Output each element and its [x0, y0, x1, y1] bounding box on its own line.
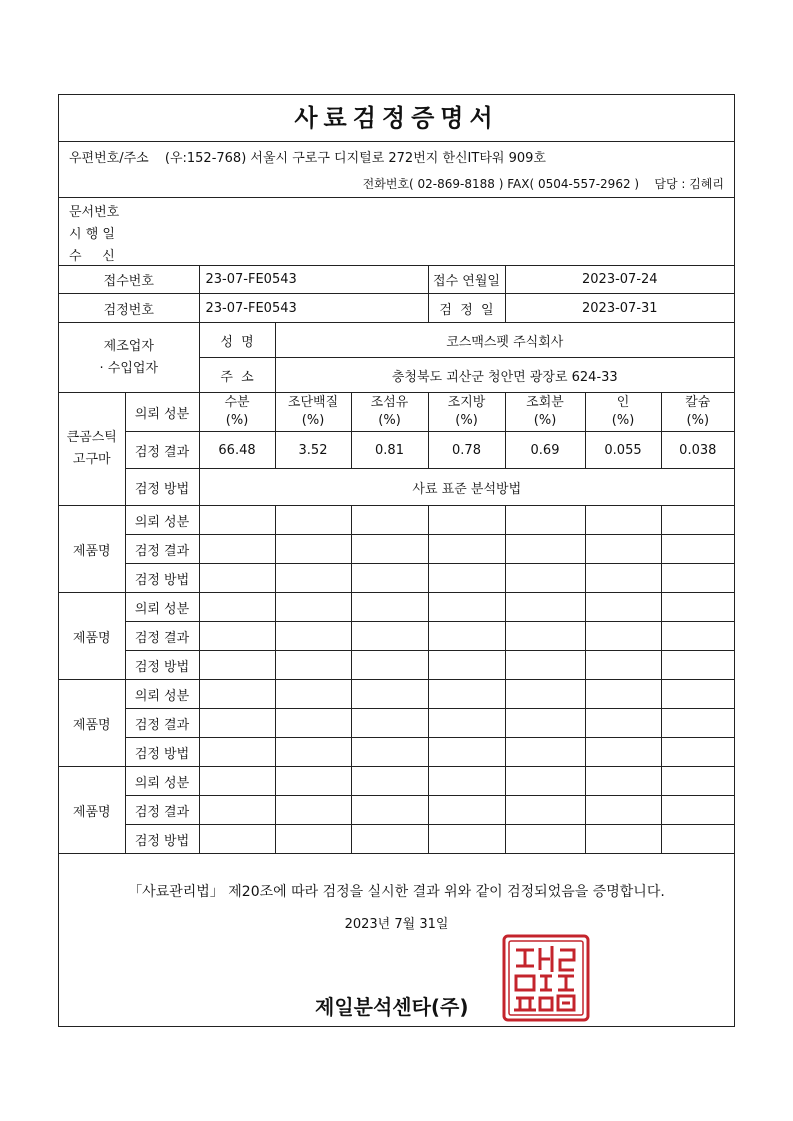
maker-address-label: 주 소: [199, 358, 275, 393]
row-label: 검정 결과: [125, 709, 199, 738]
test-method-label: 검정 방법: [125, 469, 199, 506]
empty-cell: [661, 825, 734, 854]
empty-cell: [661, 564, 734, 593]
address-value: (우:152-768) 서울시 구로구 디지털로 272번지 한신IT타워 909호: [164, 151, 546, 166]
empty-cell: [428, 506, 505, 535]
receipt-date: 2023-07-24: [505, 265, 734, 294]
issue-date-label: 시 행 일: [69, 227, 115, 242]
empty-cell: [661, 622, 734, 651]
contact-person: 담당 : 김혜리: [654, 177, 724, 191]
empty-cell: [428, 593, 505, 622]
component-unit: (%): [686, 413, 710, 428]
empty-cell: [505, 680, 585, 709]
empty-cell: [585, 622, 661, 651]
empty-cell: [199, 593, 275, 622]
empty-cell: [275, 506, 351, 535]
empty-cell: [661, 506, 734, 535]
document-info-block: [59, 197, 734, 266]
company-name: 제일분석센타(주): [315, 995, 469, 1019]
component-value: 0.78: [428, 432, 505, 469]
row-label: 의뢰 성분: [125, 593, 199, 622]
empty-cell: [351, 767, 428, 796]
row-label: 의뢰 성분: [125, 767, 199, 796]
empty-cell: [505, 593, 585, 622]
empty-cell: [351, 564, 428, 593]
row-label: 검정 결과: [125, 622, 199, 651]
empty-cell: [199, 825, 275, 854]
certificate-date: 2023년 7월 31일: [344, 917, 449, 932]
empty-cell: [428, 651, 505, 680]
empty-cell: [275, 622, 351, 651]
doc-number-label: 문서번호: [69, 205, 120, 220]
manufacturer-label-2: · 수입업자: [99, 360, 158, 376]
receipt-number: 23-07-FE0543: [199, 265, 428, 294]
product-name-label: 제품명: [59, 506, 125, 593]
empty-cell: [505, 535, 585, 564]
row-label: 검정 방법: [125, 738, 199, 767]
component-value: 0.055: [585, 432, 661, 469]
test-date-label: 검 정 일: [428, 294, 505, 323]
empty-cell: [199, 738, 275, 767]
empty-cell: [351, 680, 428, 709]
empty-cell: [505, 506, 585, 535]
inspection-table: [59, 265, 734, 854]
component-header: [585, 393, 661, 432]
manufacturer-label-1: 제조업자: [103, 338, 154, 354]
empty-cell: [661, 651, 734, 680]
empty-product-row: [59, 767, 734, 796]
empty-cell: [199, 709, 275, 738]
empty-cell: [275, 564, 351, 593]
component-name: 수분: [224, 395, 250, 410]
component-unit: (%): [455, 413, 478, 428]
empty-cell: [585, 709, 661, 738]
component-name: 칼슘: [685, 395, 711, 410]
empty-cell: [428, 709, 505, 738]
empty-product-row: [59, 622, 734, 651]
empty-cell: [428, 622, 505, 651]
empty-cell: [661, 796, 734, 825]
row-label: 의뢰 성분: [125, 680, 199, 709]
row-label: 검정 결과: [125, 535, 199, 564]
certification-statement: 「사료관리법」 제20조에 따라 검정을 실시한 결과 위와 같이 검정되었음을 증명합니다.: [128, 884, 665, 900]
empty-cell: [351, 506, 428, 535]
manufacturer-label: [59, 323, 199, 393]
component-name: 조회분: [526, 395, 564, 410]
component-header: [351, 393, 428, 432]
row-label: 검정 방법: [125, 825, 199, 854]
component-unit: (%): [225, 413, 249, 428]
empty-cell: [275, 825, 351, 854]
product-name-label: 제품명: [59, 593, 125, 680]
component-name: 조지방: [447, 395, 486, 410]
empty-cell: [199, 767, 275, 796]
row-label: 검정 방법: [125, 651, 199, 680]
test-number-label: 검정번호: [59, 294, 199, 323]
empty-cell: [428, 680, 505, 709]
empty-cell: [275, 796, 351, 825]
empty-cell: [275, 709, 351, 738]
empty-cell: [585, 564, 661, 593]
empty-cell: [351, 825, 428, 854]
empty-product-row: [59, 796, 734, 825]
empty-cell: [351, 651, 428, 680]
empty-cell: [199, 564, 275, 593]
component-header: [199, 393, 275, 432]
empty-cell: [585, 535, 661, 564]
row-label: 의뢰 성분: [125, 506, 199, 535]
empty-cell: [661, 709, 734, 738]
product-name-line-1: 큰곰스틱: [66, 430, 117, 445]
maker-name: 코스맥스펫 주식회사: [275, 323, 734, 358]
empty-cell: [428, 564, 505, 593]
component-unit: (%): [611, 413, 635, 428]
component-name: 조섬유: [370, 395, 409, 410]
component-header: [505, 393, 585, 432]
empty-cell: [505, 825, 585, 854]
product-name-label: 제품명: [59, 767, 125, 854]
address-block: [59, 141, 734, 198]
empty-cell: [199, 506, 275, 535]
empty-cell: [428, 825, 505, 854]
empty-product-row: [59, 709, 734, 738]
receipt-number-label: 접수번호: [59, 265, 199, 294]
component-value: 66.48: [199, 432, 275, 469]
empty-product-row: [59, 506, 734, 535]
component-value: 0.81: [351, 432, 428, 469]
address-label: 우편번호/주소: [69, 151, 149, 166]
empty-cell: [351, 593, 428, 622]
empty-cell: [428, 535, 505, 564]
product-name: [59, 393, 125, 506]
empty-cell: [661, 593, 734, 622]
empty-cell: [505, 767, 585, 796]
component-header: [275, 393, 351, 432]
component-unit: (%): [301, 413, 325, 428]
maker-name-label: 성 명: [199, 323, 275, 358]
product-name-label: 제품명: [59, 680, 125, 767]
receipt-date-label: 접수 연월일: [428, 265, 505, 294]
empty-cell: [275, 738, 351, 767]
empty-cell: [428, 767, 505, 796]
test-result-label: 검정 결과: [125, 432, 199, 469]
empty-cell: [661, 767, 734, 796]
empty-cell: [199, 535, 275, 564]
component-value: 3.52: [275, 432, 351, 469]
empty-cell: [275, 651, 351, 680]
empty-cell: [199, 622, 275, 651]
component-name: 조단백질: [287, 395, 339, 410]
empty-product-row: [59, 593, 734, 622]
empty-cell: [199, 796, 275, 825]
empty-cell: [585, 651, 661, 680]
empty-cell: [505, 796, 585, 825]
empty-cell: [505, 622, 585, 651]
empty-cell: [661, 738, 734, 767]
empty-product-row: [59, 738, 734, 767]
empty-cell: [351, 535, 428, 564]
empty-cell: [505, 651, 585, 680]
empty-cell: [275, 767, 351, 796]
empty-cell: [505, 709, 585, 738]
component-unit: (%): [378, 413, 401, 428]
empty-product-row: [59, 564, 734, 593]
request-component-label: 의뢰 성분: [125, 393, 199, 432]
empty-cell: [275, 535, 351, 564]
document-title: 사료검정증명서: [59, 95, 734, 142]
certificate-frame: [58, 94, 735, 1027]
test-date: 2023-07-31: [505, 294, 734, 323]
empty-cell: [585, 680, 661, 709]
phone-fax: 전화번호( 02-869-8188 ) FAX( 0504-557-2962 ): [362, 177, 640, 191]
empty-cell: [275, 680, 351, 709]
empty-cell: [585, 767, 661, 796]
empty-cell: [661, 535, 734, 564]
row-label: 검정 결과: [125, 796, 199, 825]
component-name: 인: [616, 395, 630, 410]
empty-cell: [351, 796, 428, 825]
component-header: [661, 393, 734, 432]
empty-product-row: [59, 825, 734, 854]
recipient-label: 수 신: [69, 249, 115, 264]
company-seal-stamp: [500, 932, 592, 1024]
empty-cell: [275, 593, 351, 622]
component-value: 0.038: [661, 432, 734, 469]
row-label: 검정 방법: [125, 564, 199, 593]
empty-cell: [661, 680, 734, 709]
empty-cell: [428, 796, 505, 825]
product-name-line-2: 고구마: [72, 452, 111, 467]
component-unit: (%): [533, 413, 557, 428]
empty-product-row: [59, 535, 734, 564]
test-method: 사료 표준 분석방법: [199, 469, 734, 506]
empty-cell: [585, 593, 661, 622]
component-value: 0.69: [505, 432, 585, 469]
test-number: 23-07-FE0543: [199, 294, 428, 323]
empty-cell: [585, 825, 661, 854]
maker-address: 충청북도 괴산군 청안면 광장로 624-33: [275, 358, 734, 393]
empty-cell: [199, 651, 275, 680]
component-header: [428, 393, 505, 432]
empty-cell: [505, 564, 585, 593]
empty-cell: [351, 709, 428, 738]
empty-cell: [585, 506, 661, 535]
empty-cell: [351, 738, 428, 767]
empty-cell: [505, 738, 585, 767]
empty-cell: [585, 796, 661, 825]
empty-cell: [428, 738, 505, 767]
empty-product-row: [59, 651, 734, 680]
empty-cell: [199, 680, 275, 709]
empty-product-row: [59, 680, 734, 709]
empty-cell: [585, 738, 661, 767]
empty-cell: [351, 622, 428, 651]
